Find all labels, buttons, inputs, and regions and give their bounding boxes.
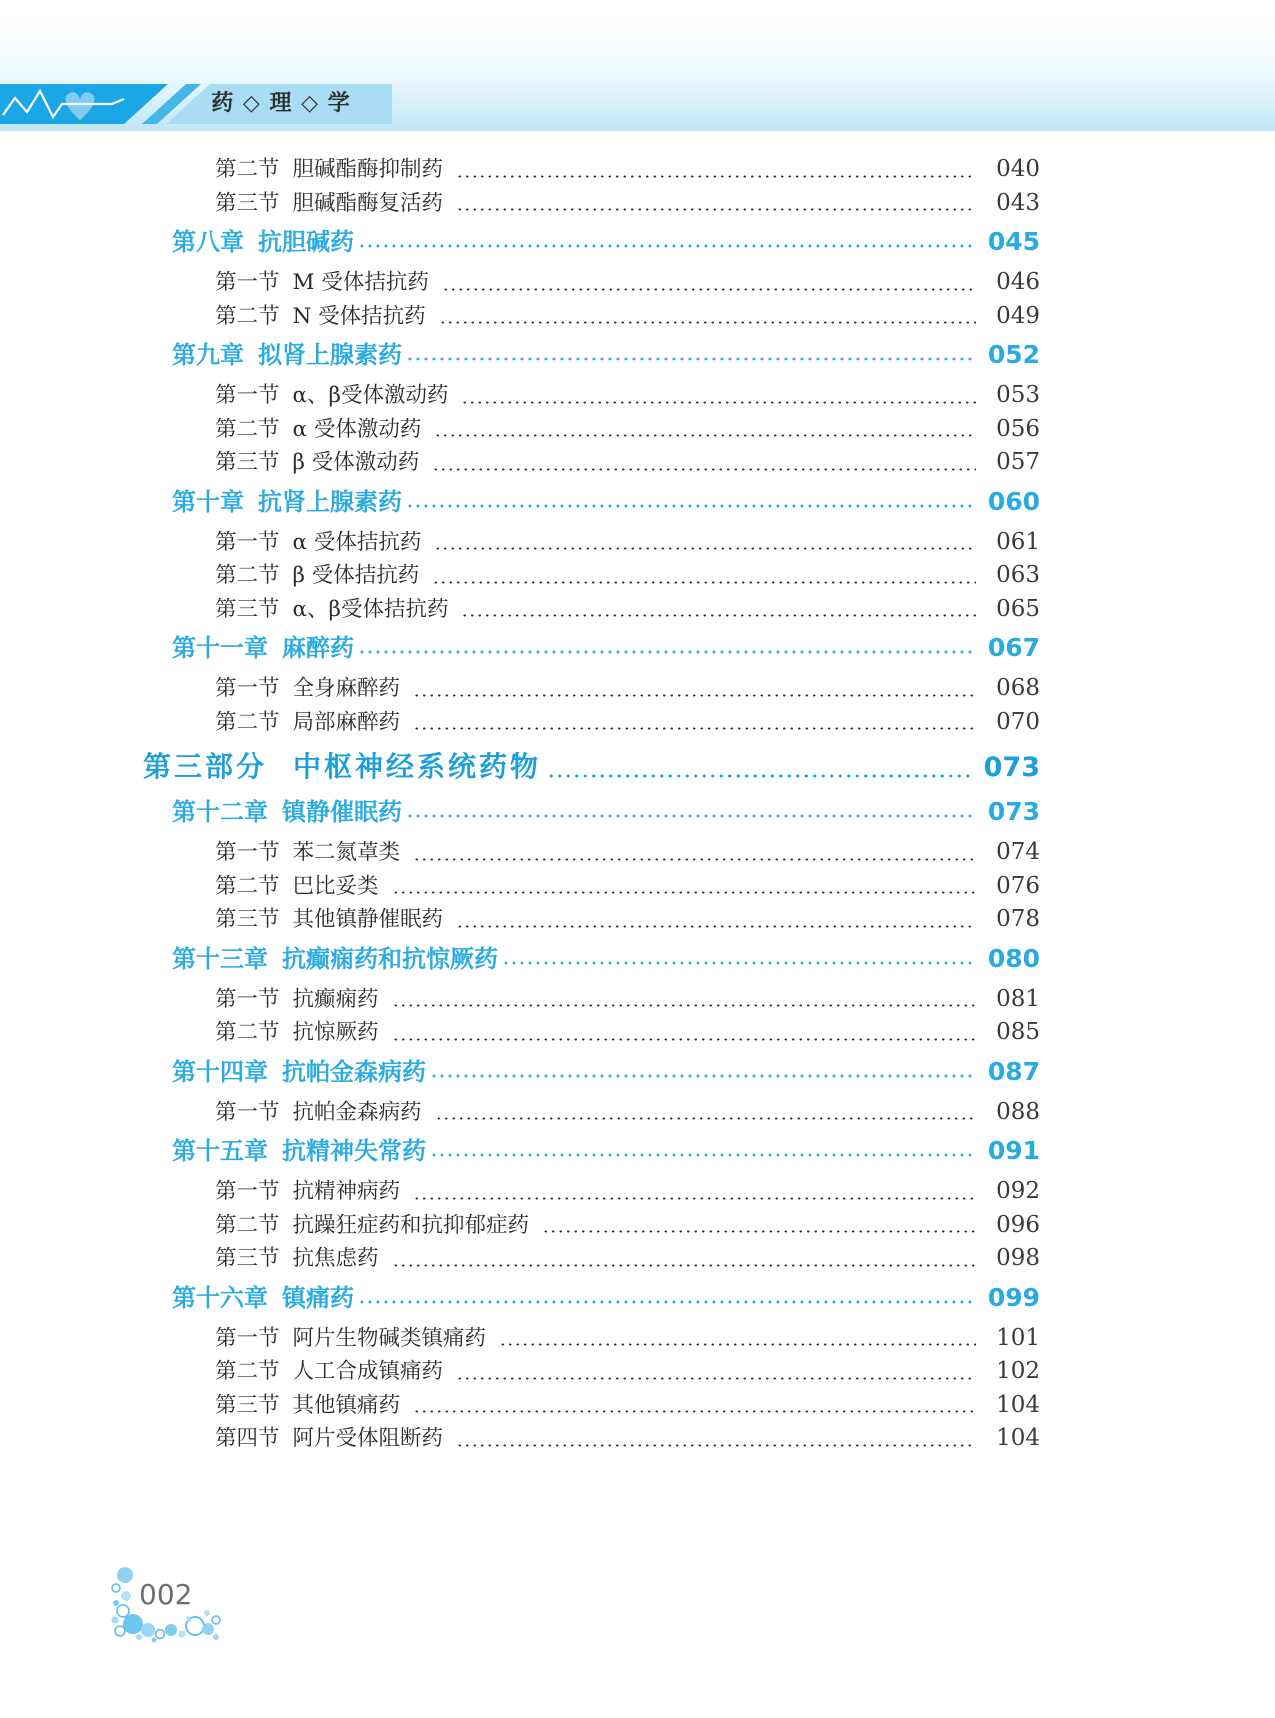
toc-entry-page: 102 (996, 1358, 1040, 1384)
toc-entry-page: 046 (996, 269, 1040, 295)
toc-entry-page: 092 (996, 1178, 1040, 1204)
dot-leader (456, 1444, 976, 1447)
toc-entry-title: 苯二氮䓬类 (292, 840, 401, 865)
toc-entry-number: 第一节 (215, 1179, 280, 1204)
toc-entry-number: 第三节 (215, 450, 280, 475)
toc-row-section (143, 671, 1040, 705)
toc-entry-page: 061 (996, 528, 1040, 555)
toc-entry-number: 第四节 (215, 1426, 280, 1451)
toc-entry-number: 第十六章 (172, 1283, 268, 1312)
dot-leader (456, 208, 976, 211)
toc-entry-title: 抗肾上腺素药 (258, 487, 402, 516)
toc-entry-number: 第二节 (215, 1359, 280, 1384)
toc-row-section (143, 445, 1040, 479)
dot-leader (392, 1264, 976, 1267)
toc-entry-number: 第二节 (215, 709, 280, 735)
toc-entry-title: 其他镇痛药 (292, 1392, 401, 1418)
toc-entry-title: β 受体拮抗药 (292, 563, 420, 588)
toc-entry-page: 067 (987, 633, 1040, 662)
toc-entry-number: 第二节 (215, 416, 280, 442)
dot-leader (358, 650, 976, 654)
dot-leader (392, 1038, 976, 1041)
toc-entry-page: 049 (996, 302, 1040, 329)
toc-entry-page: 063 (996, 562, 1040, 588)
toc-entry-number: 第三部分 (143, 750, 268, 783)
toc-entry-title: 拟肾上腺素药 (258, 341, 402, 369)
toc-row-chapter (143, 1052, 1040, 1087)
toc-entry-page: 065 (996, 595, 1040, 622)
toc-entry-page: 081 (996, 985, 1040, 1012)
toc-row-section (143, 592, 1040, 626)
toc-row-section (143, 265, 1040, 299)
toc-entry-page: 045 (987, 227, 1040, 256)
toc-entry-title: N 受体拮抗药 (292, 303, 426, 329)
toc-entry-title: 麻醉药 (282, 634, 354, 662)
toc-row-chapter (143, 1131, 1040, 1166)
toc-entry-page: 043 (996, 189, 1040, 216)
toc-row-part (143, 745, 1040, 789)
toc-entry-number: 第一节 (215, 840, 280, 865)
dot-leader (499, 1343, 976, 1346)
toc-entry-page: 087 (987, 1056, 1040, 1086)
toc-entry-title: α、β受体激动药 (292, 383, 449, 408)
toc-entry-title: 抗精神病药 (292, 1179, 401, 1204)
toc-entry-title: M 受体拮抗药 (292, 270, 429, 295)
dot-leader (456, 925, 976, 928)
toc-entry-page: 104 (996, 1391, 1040, 1418)
toc-entry-title: 阿片受体阻断药 (292, 1426, 444, 1451)
dot-leader (358, 1300, 976, 1304)
toc-entry-number: 第十四章 (172, 1057, 268, 1086)
toc-row-section (143, 982, 1040, 1016)
toc-entry-number: 第十二章 (172, 798, 268, 826)
dot-leader (430, 1074, 976, 1078)
toc-entry-page: 074 (996, 839, 1040, 865)
toc-entry-number: 第一节 (215, 1325, 280, 1351)
toc-row-section (143, 1015, 1040, 1049)
toc-entry-page: 098 (996, 1245, 1040, 1271)
toc-row-chapter (143, 222, 1040, 257)
toc-entry-number: 第三节 (215, 1392, 280, 1418)
toc-entry-number: 第三节 (215, 1246, 280, 1271)
toc-entry-page: 056 (996, 415, 1040, 442)
toc-row-section (143, 869, 1040, 903)
toc-row-section (143, 152, 1040, 186)
toc-entry-title: 中枢神经系统药物 (293, 750, 542, 783)
dot-leader (461, 614, 976, 617)
toc-entry-title: 抗焦虑药 (292, 1246, 379, 1271)
dot-leader (358, 244, 976, 248)
toc-entry-page: 080 (987, 943, 1040, 973)
dot-leader (435, 1117, 976, 1120)
toc-entry-number: 第二节 (215, 563, 280, 588)
toc-entry-title: 其他镇静催眠药 (292, 907, 444, 932)
toc-entry-title: 全身麻醉药 (292, 676, 401, 701)
page-number: 002 (139, 1578, 193, 1611)
toc-entry-number: 第十一章 (172, 634, 268, 662)
toc-entry-title: 抗惊厥药 (292, 1020, 379, 1045)
toc-entry-page: 070 (996, 708, 1040, 735)
toc-entry-page: 078 (996, 906, 1040, 932)
toc-row-section (143, 835, 1040, 869)
toc-entry-number: 第三节 (215, 596, 280, 622)
toc-entry-title: 抗癫痫药 (292, 986, 379, 1012)
toc-row-section (143, 902, 1040, 936)
toc-entry-title: 镇静催眠药 (282, 798, 402, 826)
toc-entry-page: 104 (996, 1425, 1040, 1451)
toc-row-section (143, 299, 1040, 333)
toc-entry-title: α 受体拮抗药 (292, 529, 422, 555)
table-of-contents (143, 152, 1040, 1455)
toc-entry-page: 088 (996, 1098, 1040, 1125)
dot-leader (456, 1377, 976, 1380)
toc-row-chapter (143, 939, 1040, 974)
toc-entry-title: 胆碱酯酶抑制药 (292, 157, 444, 182)
toc-entry-number: 第八章 (172, 228, 244, 256)
toc-row-chapter (143, 1278, 1040, 1313)
dot-leader (432, 468, 976, 471)
toc-entry-number: 第二节 (215, 157, 280, 182)
toc-row-section (143, 1354, 1040, 1388)
toc-row-chapter (143, 482, 1040, 517)
toc-entry-number: 第一节 (215, 529, 280, 555)
toc-entry-number: 第二节 (215, 873, 280, 899)
toc-row-chapter (143, 792, 1040, 827)
toc-entry-page: 085 (996, 1019, 1040, 1045)
toc-entry-title: 胆碱酯酶复活药 (292, 190, 444, 216)
dot-leader (413, 1197, 976, 1200)
toc-entry-number: 第一节 (215, 1099, 280, 1125)
toc-entry-title: 阿片生物碱类镇痛药 (292, 1325, 487, 1351)
toc-entry-page: 053 (996, 382, 1040, 408)
toc-entry-page: 096 (996, 1211, 1040, 1238)
toc-entry-title: 镇痛药 (282, 1283, 354, 1312)
toc-entry-title: 人工合成镇痛药 (292, 1359, 444, 1384)
dot-leader (434, 547, 976, 550)
toc-entry-page: 040 (996, 156, 1040, 182)
toc-row-chapter (143, 335, 1040, 370)
dot-leader (406, 814, 976, 818)
toc-row-section (143, 1095, 1040, 1129)
dot-leader (406, 357, 976, 361)
toc-row-section (143, 525, 1040, 559)
toc-row-section (143, 412, 1040, 446)
dot-leader (432, 581, 976, 584)
toc-entry-number: 第九章 (172, 341, 244, 369)
toc-entry-title: 抗癫痫药和抗惊厥药 (282, 944, 498, 973)
toc-entry-number: 第十章 (172, 487, 244, 516)
toc-entry-page: 052 (987, 340, 1040, 369)
toc-row-section (143, 705, 1040, 739)
toc-entry-page: 057 (996, 449, 1040, 475)
toc-row-section (143, 1388, 1040, 1422)
toc-row-section (143, 1421, 1040, 1455)
toc-row-section (143, 558, 1040, 592)
dot-leader (413, 727, 976, 730)
dot-leader (392, 1004, 976, 1007)
dot-leader (442, 288, 976, 291)
toc-row-section (143, 378, 1040, 412)
toc-entry-title: 抗帕金森病药 (282, 1057, 426, 1086)
toc-entry-number: 第二节 (215, 1020, 280, 1045)
dot-leader (439, 321, 976, 324)
toc-entry-title: β 受体激动药 (292, 450, 420, 475)
toc-entry-number: 第三节 (215, 907, 280, 932)
dot-leader (542, 1230, 976, 1233)
brand-band (0, 84, 392, 124)
toc-row-section (143, 186, 1040, 220)
dot-leader (547, 774, 974, 779)
dot-leader (413, 858, 976, 861)
toc-entry-page: 073 (987, 797, 1040, 826)
toc-entry-page: 091 (987, 1136, 1040, 1165)
dot-leader (413, 694, 976, 697)
toc-entry-number: 第一节 (215, 383, 280, 408)
toc-entry-number: 第三节 (215, 190, 280, 216)
dot-leader (456, 175, 976, 178)
toc-entry-number: 第二节 (215, 1212, 280, 1238)
toc-entry-page: 099 (987, 1282, 1040, 1312)
toc-entry-page: 060 (987, 486, 1040, 516)
toc-entry-title: 抗胆碱药 (258, 228, 354, 256)
toc-entry-title: 抗帕金森病药 (292, 1099, 422, 1125)
dot-leader (392, 891, 976, 894)
toc-entry-number: 第二节 (215, 303, 280, 329)
toc-entry-title: 抗躁狂症药和抗抑郁症药 (292, 1212, 530, 1238)
dot-leader (406, 504, 976, 508)
toc-entry-number: 第十三章 (172, 944, 268, 973)
dot-leader (502, 961, 976, 965)
toc-entry-number: 第十五章 (172, 1137, 268, 1165)
toc-entry-title: α、β受体拮抗药 (292, 596, 449, 622)
toc-row-section (143, 1321, 1040, 1355)
dot-leader (413, 1410, 976, 1413)
toc-row-section (143, 1208, 1040, 1242)
toc-entry-number: 第一节 (215, 270, 280, 295)
toc-row-chapter (143, 628, 1040, 663)
toc-entry-page: 101 (996, 1324, 1040, 1351)
toc-entry-page: 073 (983, 752, 1040, 783)
toc-entry-title: 抗精神失常药 (282, 1137, 426, 1165)
toc-entry-title: 局部麻醉药 (292, 709, 401, 735)
toc-entry-page: 076 (996, 872, 1040, 899)
toc-entry-page: 068 (996, 675, 1040, 701)
dot-leader (461, 401, 976, 404)
toc-entry-title: α 受体激动药 (292, 416, 422, 442)
toc-row-section (143, 1174, 1040, 1208)
toc-entry-title: 巴比妥类 (292, 873, 379, 899)
brand-title: 药 ◇ 理 ◇ 学 (211, 91, 351, 116)
toc-entry-number: 第一节 (215, 676, 280, 701)
dot-leader (434, 434, 976, 437)
toc-entry-number: 第一节 (215, 986, 280, 1012)
dot-leader (430, 1153, 976, 1157)
toc-row-section (143, 1241, 1040, 1275)
